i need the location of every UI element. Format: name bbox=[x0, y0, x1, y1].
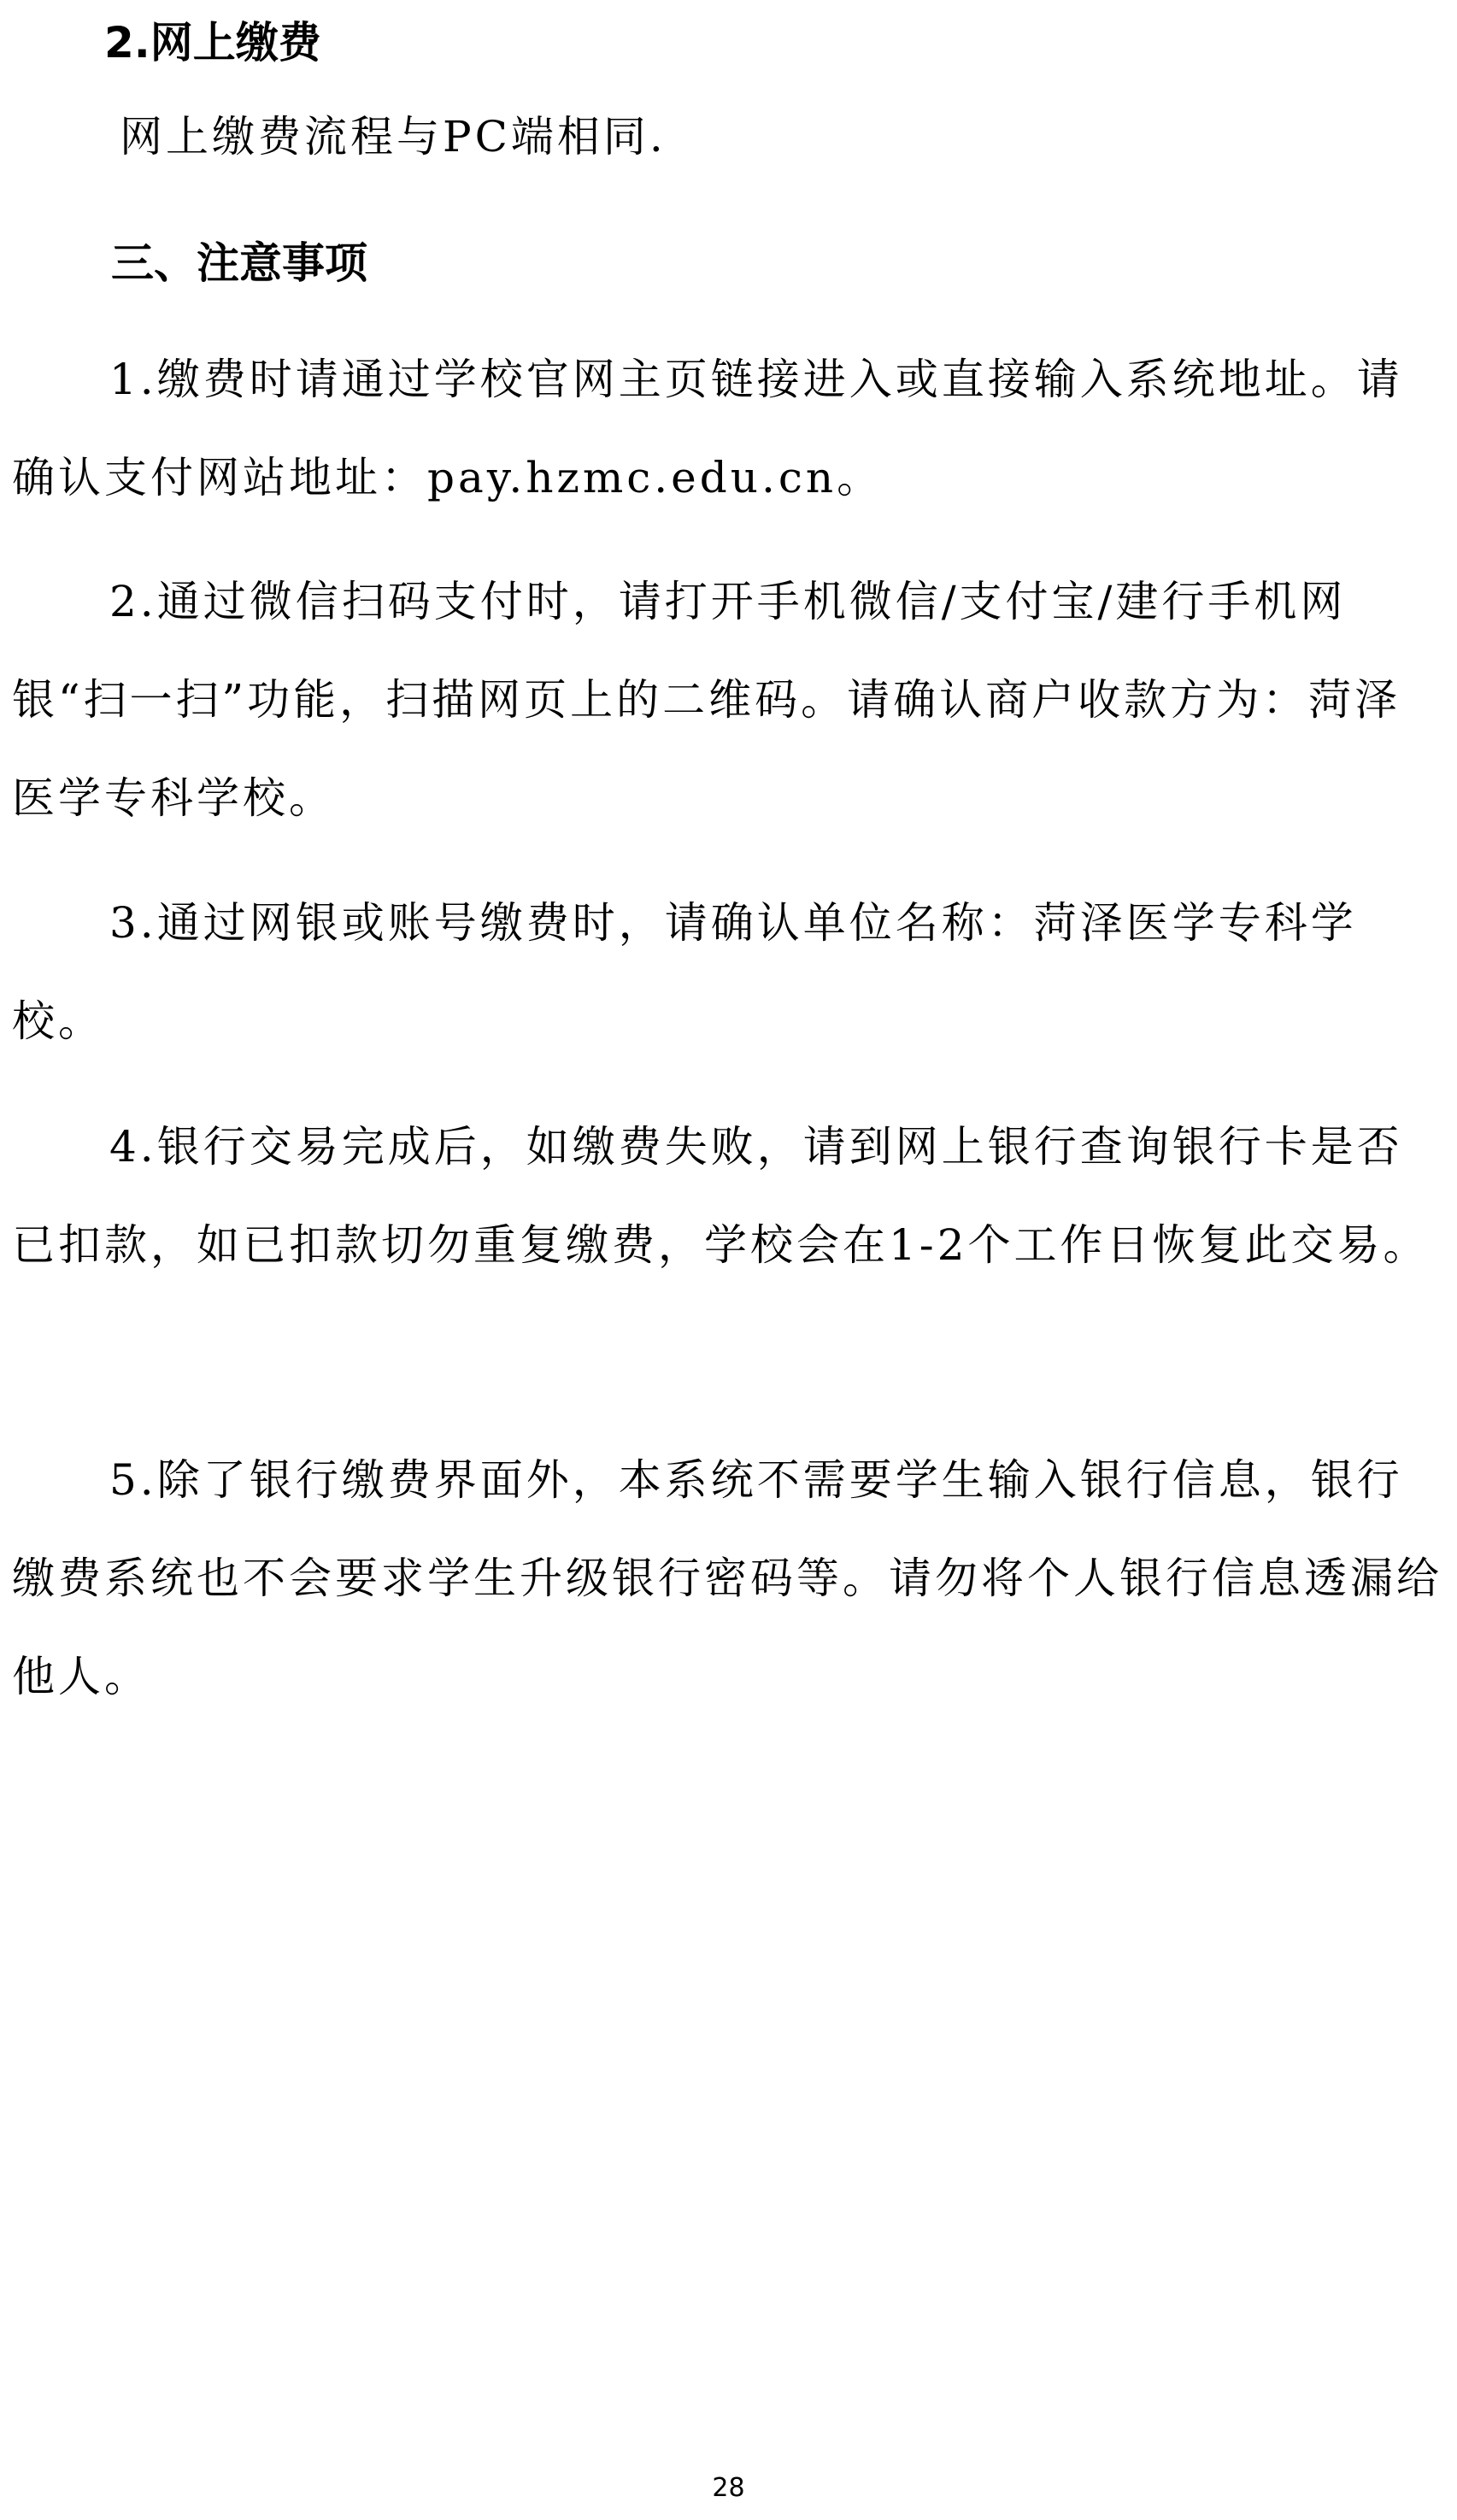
note-item-3: 3.通过网银或账号缴费时，请确认单位名称：菏泽医学专科学校。 bbox=[12, 898, 1357, 1046]
note-item-1: 1.缴费时请通过学校官网主页链接进入或直接输入系统地址。请确认支付网站地址：pay.hzmc.edu.cn。 bbox=[12, 355, 1403, 502]
note-item-2: 2.通过微信扫码支付时，请打开手机微信/支付宝/建行手机网银“扫一扫”功能，扫描网页上的二维码。请确认商户收款方为：菏泽医学专科学校。 bbox=[12, 577, 1401, 823]
section-heading-notes: 三、注意事项 bbox=[111, 238, 367, 288]
online-payment-text: 网上缴费流程与PC端相同. bbox=[120, 112, 667, 162]
note-item-4: 4.银行交易完成后，如缴费失败，请到网上银行查询银行卡是否已扣款，如已扣款切勿重复缴费，学校会在1-2个工作日恢复此交易。 bbox=[12, 1122, 1430, 1270]
section-heading-online-payment: 2.网上缴费 bbox=[104, 18, 321, 68]
note-item-5: 5.除了银行缴费界面外，本系统不需要学生输入银行信息，银行缴费系统也不会要求学生升级银行密码等。请勿将个人银行信息透漏给他人。 bbox=[12, 1455, 1442, 1701]
page-number: 28 bbox=[712, 2473, 745, 2503]
